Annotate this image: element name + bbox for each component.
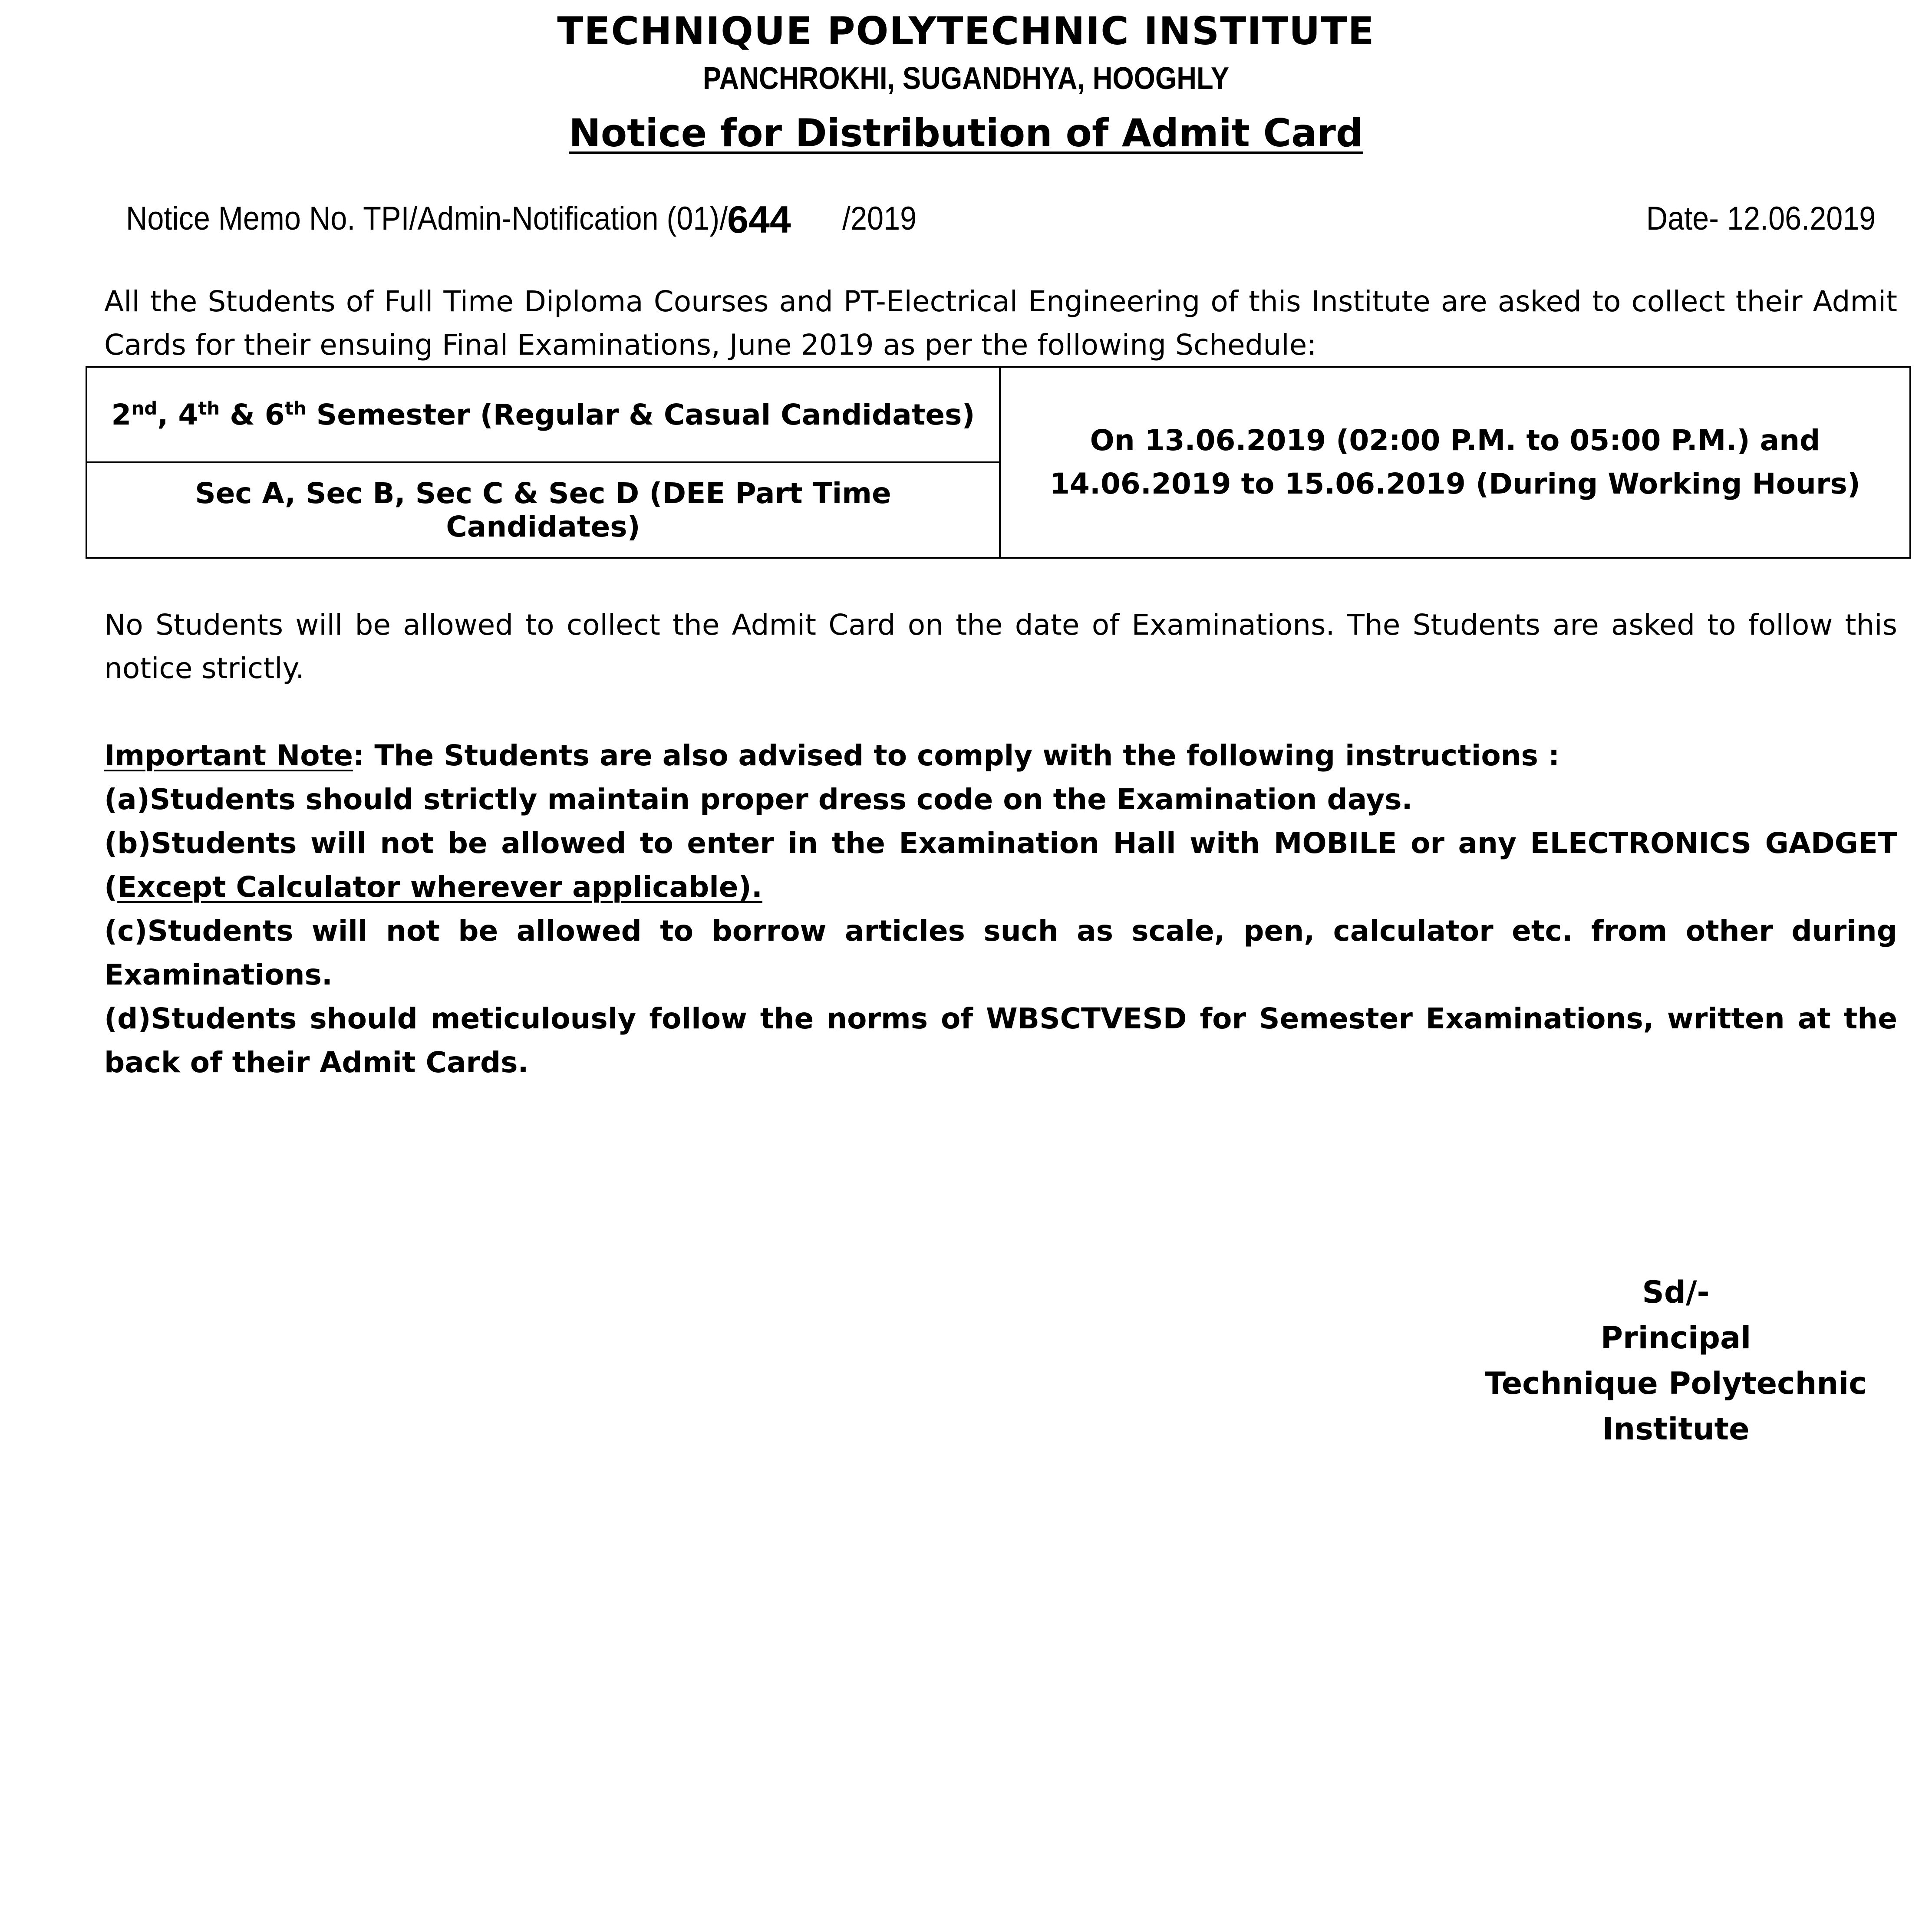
note-item-c: (c)Students will not be allowed to borrow articles such as scale, pen, calculator etc. from other during Examinations. xyxy=(104,914,1897,991)
schedule-row-semester xyxy=(86,367,1910,462)
semester-num-2: 2 xyxy=(111,398,132,431)
memo-year: /2019 xyxy=(842,200,917,237)
distribution-timing-cell xyxy=(1000,367,1910,558)
signature-block xyxy=(1433,1270,1919,1452)
note-item-a: (a)Students should strictly maintain proper dress code on the Examination days. xyxy=(104,783,1413,816)
schedule-table xyxy=(86,366,1911,559)
semester-suffix-nd: nd xyxy=(131,397,158,419)
note-item-b xyxy=(104,821,1897,909)
note-item-b-text: (b)Students will not be allowed to enter in the Examination Hall with MOBILE or any ELECTRONICS GADGET ( xyxy=(104,827,1897,904)
timing-line-2: 14.06.2019 to 15.06.2019 (During Working Hours) xyxy=(1050,467,1860,501)
semester-candidates-cell xyxy=(86,367,1000,462)
closing-paragraph: No Students will be allowed to collect the Admit Card on the date of Examinations. The Students are asked to follow this notice strictly. xyxy=(104,608,1897,685)
note-item-d: (d)Students should meticulously follow the norms of WBSCTVESD for Semester Examinations, written at the back of their Admit Cards. xyxy=(104,1002,1897,1079)
important-note-intro: : The Students are also advised to comply with the following instructions : xyxy=(353,739,1560,772)
part-time-candidates-cell: Sec A, Sec B, Sec C & Sec D (DEE Part Time Candidates) xyxy=(86,462,1000,558)
signature-institute-line-1: Technique Polytechnic xyxy=(1485,1366,1867,1401)
semester-num-6: & 6 xyxy=(220,398,285,431)
institute-name: TECHNIQUE POLYTECHNIC INSTITUTE xyxy=(557,9,1375,53)
semester-num-4: , 4 xyxy=(157,398,198,431)
important-note-label: Important Note xyxy=(104,739,353,772)
timing-line-1: On 13.06.2019 (02:00 P.M. to 05:00 P.M.) and xyxy=(1090,424,1820,457)
institute-address: PANCHROKHI, SUGANDHYA, HOOGHLY xyxy=(702,61,1230,96)
signature-institute-line-2: Institute xyxy=(1602,1411,1750,1447)
note-item-b-exception: Except Calculator wherever applicable). xyxy=(117,870,762,904)
signature-sd: Sd/- xyxy=(1642,1274,1710,1310)
memo-number: 644 xyxy=(727,198,791,241)
memo-prefix: Notice Memo No. TPI/Admin-Notification (01)/ xyxy=(126,200,728,237)
memo-date: Date- 12.06.2019 xyxy=(1646,200,1876,237)
memo-row xyxy=(126,191,1876,243)
important-notes xyxy=(104,734,1897,1084)
semester-suffix-th-6: th xyxy=(284,397,307,419)
semester-suffix-th-4: th xyxy=(198,397,220,419)
important-note-heading xyxy=(104,734,1897,777)
semester-candidates-label: Semester (Regular & Casual Candidates) xyxy=(306,398,975,431)
signature-designation: Principal xyxy=(1600,1320,1751,1356)
intro-paragraph: All the Students of Full Time Diploma Courses and PT-Electrical Engineering of this Institute are asked to collect their Admit Cards for their ensuing Final Examinations, June 2019 as per the following Schedule: xyxy=(104,285,1897,362)
notice-title: Notice for Distribution of Admit Card xyxy=(569,111,1363,155)
